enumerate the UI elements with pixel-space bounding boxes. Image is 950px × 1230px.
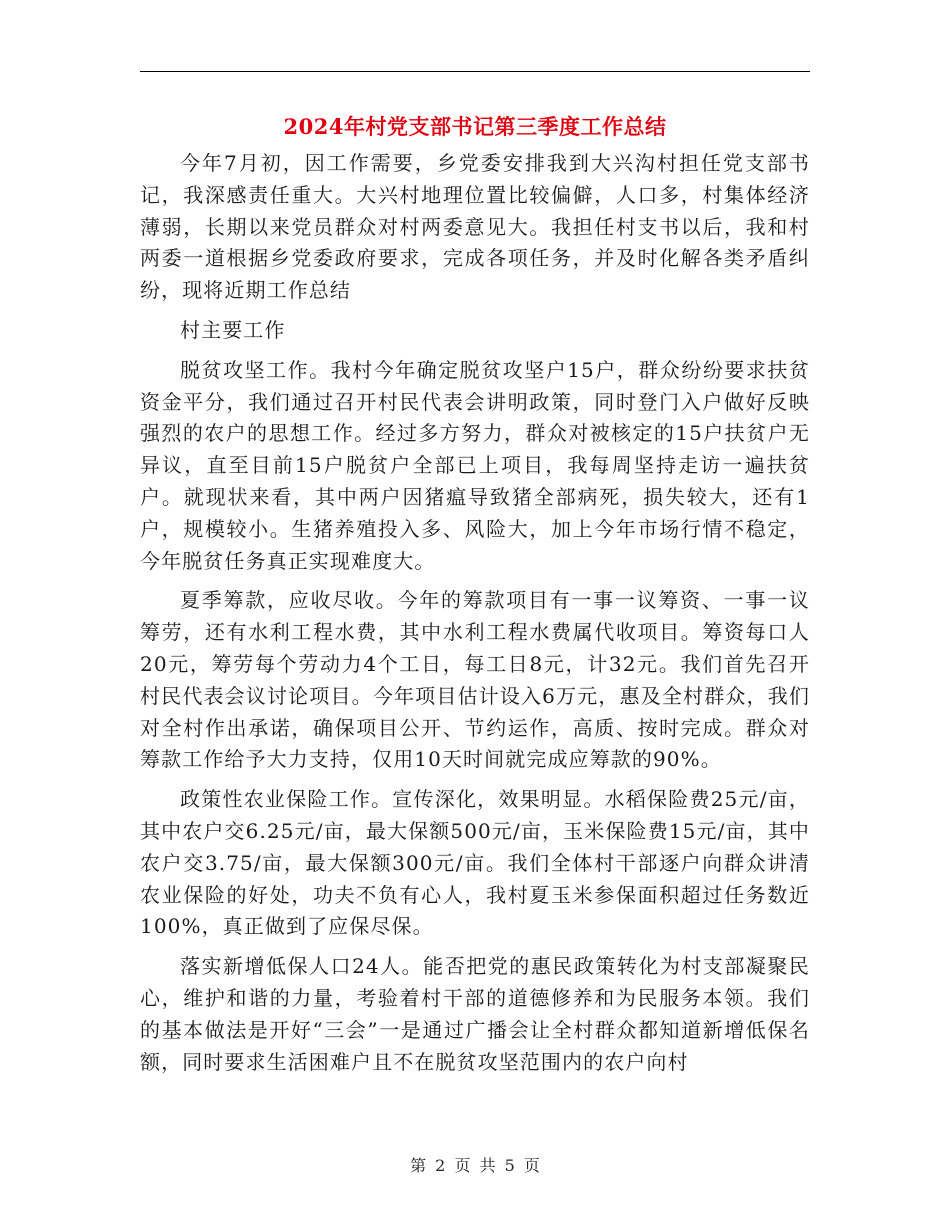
low-income-subsidy-paragraph: 落实新增低保人口24人。能否把党的惠民政策转化为村支部凝聚民心，维护和谐的力量，考验着村干部的道德修养和为民服务本领。我们的基本做法是开好“三会”一是通过广播会让全村群众都知道新增低保名额，同时要求生活困难户且不在脱贫攻坚范围内的农户向村 <box>140 954 810 1074</box>
section-heading: 村主要工作 <box>180 317 286 342</box>
document-body <box>140 148 810 1086</box>
poverty-alleviation-paragraph: 脱贫攻坚工作。我村今年确定脱贫攻坚户15户，群众纷纷要求扶贫资金平分，我们通过召开村民代表会讲明政策，同时登门入户做好反映强烈的农户的思想工作。经过多方努力，群众对被核定的15户扶贫户无异议，直至目前15户脱贫户全部已上项目，我每周坚持走访一遍扶贫户。就现状来看，其中两户因猪瘟导致猪全部病死，损失较大，还有1户，规模较小。生猪养殖投入多、风险大，加上今年市场行情不稳定，今年脱贫任务真正实现难度大。 <box>140 357 810 573</box>
page-number-footer: 第 2 页 共 5 页 <box>410 1156 540 1175</box>
header-rule <box>140 71 810 72</box>
agricultural-insurance-paragraph: 政策性农业保险工作。宣传深化，效果明显。水稻保险费25元/亩，其中农户交6.25元/亩，最大保额500元/亩，玉米保险费15元/亩，其中农户交3.75/亩，最大保额300元/亩。我们全体村干部逐户向群众讲清农业保险的好处，功夫不负有心人，我村夏玉米参保面积超过任务数近100%，真正做到了应保尽保。 <box>140 787 810 939</box>
document-title: 2024年村党支部书记第三季度工作总结 <box>283 114 667 139</box>
intro-paragraph: 今年7月初，因工作需要，乡党委安排我到大兴沟村担任党支部书记，我深感责任重大。大兴村地理位置比较偏僻，人口多，村集体经济薄弱，长期以来党员群众对村两委意见大。我担任村支书以后，我和村两委一道根据乡党委政府要求，完成各项任务，并及时化解各类矛盾纠纷，现将近期工作总结 <box>140 151 810 303</box>
summer-fundraising-paragraph: 夏季筹款，应收尽收。今年的筹款项目有一事一议筹资、一事一议筹劳，还有水利工程水费，其中水利工程水费属代收项目。筹资每口人20元，筹劳每个劳动力4个工日，每工日8元，计32元。我们首先召开村民代表会议讨论项目。今年项目估计设入6万元，惠及全村群众，我们对全村作出承诺，确保项目公开、节约运作，高质、按时完成。群众对筹款工作给予大力支持，仅用10天时间就完成应筹款的90%。 <box>140 588 810 772</box>
